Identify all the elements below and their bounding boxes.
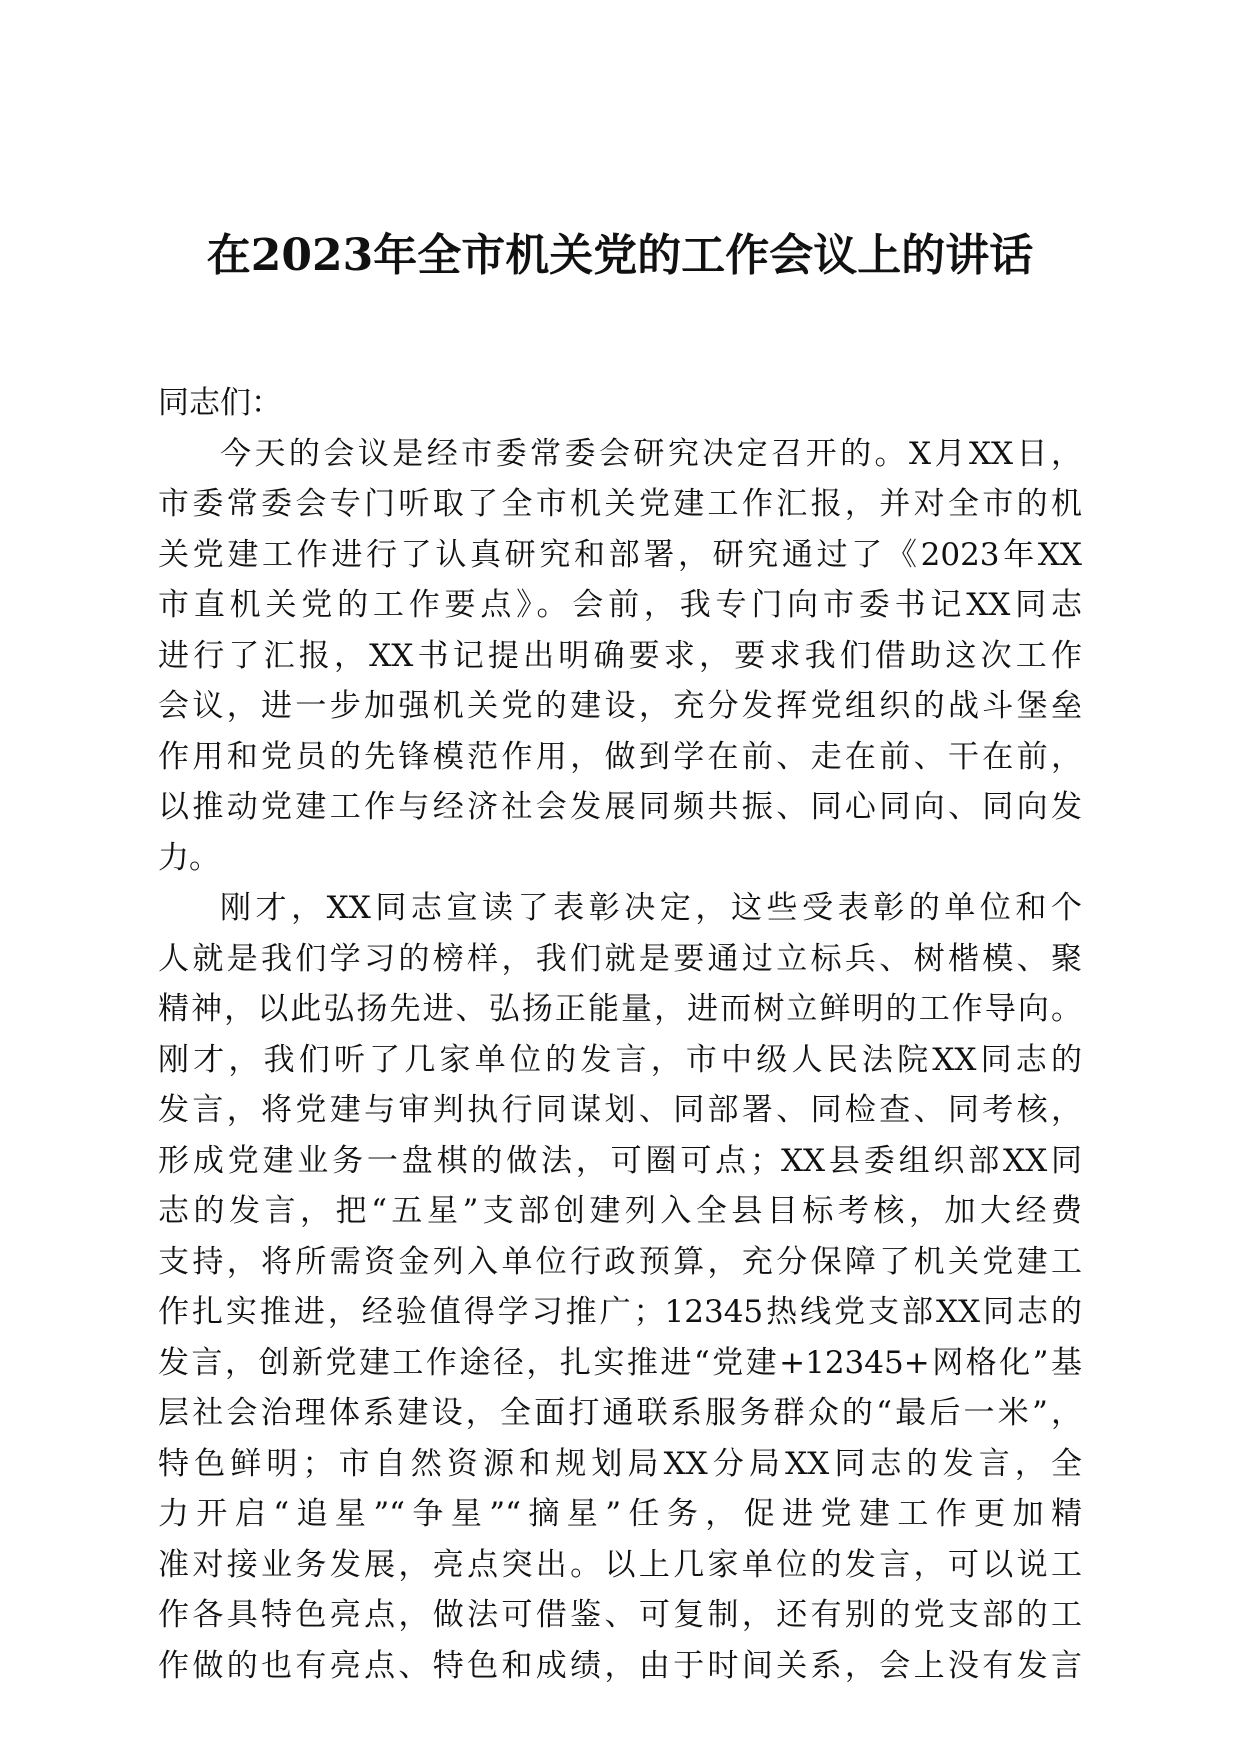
- paragraph-1-line-1: 今天的会议是经市委常委会研究决定召开的。X月XX日，: [220, 435, 1082, 472]
- paragraph-2-line-12: 特色鲜明；市自然资源和规划局XX分局XX同志的发言，全: [158, 1445, 1082, 1482]
- paragraph-1-line-7: 作用和党员的先锋模范作用，做到学在前、走在前、干在前，: [158, 738, 1082, 775]
- paragraph-2-line-11: 层社会治理体系建设，全面打通联系服务群众的“最后一米”，: [158, 1395, 1082, 1431]
- paragraph-1-line-8: 以推动党建工作与经济社会发展同频共振、同心同向、同向发: [158, 789, 1082, 825]
- paragraph-1-line-5: 进行了汇报，XX书记提出明确要求，要求我们借助这次工作: [158, 637, 1082, 674]
- paragraph-2-line-4: 刚才，我们听了几家单位的发言，市中级人民法院XX同志的: [158, 1041, 1082, 1078]
- paragraph-2-line-10: 发言，创新党建工作途径，扎实推进“党建+12345+网格化”基: [158, 1344, 1082, 1381]
- paragraph-1-line-9: 力。: [158, 839, 220, 876]
- paragraph-2-line-5: 发言，将党建与审判执行同谋划、同部署、同检查、同考核，: [158, 1092, 1082, 1128]
- paragraph-2-line-14: 准对接业务发展，亮点突出。以上几家单位的发言，可以说工: [158, 1546, 1082, 1583]
- paragraph-2-line-6: 形成党建业务一盘棋的做法，可圈可点；XX县委组织部XX同: [158, 1142, 1082, 1179]
- paragraph-2-line-1: 刚才，XX同志宣读了表彰决定，这些受表彰的单位和个: [220, 890, 1082, 926]
- salutation-line: 同志们：: [158, 385, 282, 421]
- paragraph-1-line-3: 关党建工作进行了认真研究和部署，研究通过了《2023年XX: [158, 536, 1082, 573]
- document-body: [158, 378, 1082, 1691]
- paragraph-2-line-15: 作各具特色亮点，做法可借鉴、可复制，还有别的党支部的工: [158, 1597, 1082, 1633]
- paragraph-1-line-2: 市委常委会专门听取了全市机关党建工作汇报，并对全市的机: [158, 486, 1082, 522]
- paragraph-2-line-8: 支持，将所需资金列入单位行政预算，充分保障了机关党建工: [158, 1243, 1082, 1280]
- paragraph-2-line-9: 作扎实推进，经验值得学习推广；12345热线党支部XX同志的: [158, 1294, 1082, 1330]
- paragraph-2-line-3: 精神，以此弘扬先进、弘扬正能量，进而树立鲜明的工作导向。: [158, 991, 1082, 1027]
- paragraph-1-line-4: 市直机关党的工作要点》。会前，我专门向市委书记XX同志: [158, 587, 1082, 623]
- paragraph-2-line-13: 力开启“追星”“争星”“摘星”任务，促进党建工作更加精: [158, 1496, 1082, 1532]
- paragraph-2-line-2: 人就是我们学习的榜样，我们就是要通过立标兵、树楷模、聚: [158, 940, 1082, 977]
- paragraph-2-line-16: 作做的也有亮点、特色和成绩，由于时间关系，会上没有发言: [158, 1647, 1082, 1684]
- paragraph-1-line-6: 会议，进一步加强机关党的建设，充分发挥党组织的战斗堡垒: [158, 688, 1082, 724]
- paragraph-2-line-7: 志的发言，把“五星”支部创建列入全县目标考核，加大经费: [158, 1193, 1082, 1229]
- document-title: 在2023年全市机关党的工作会议上的讲话: [206, 230, 1034, 281]
